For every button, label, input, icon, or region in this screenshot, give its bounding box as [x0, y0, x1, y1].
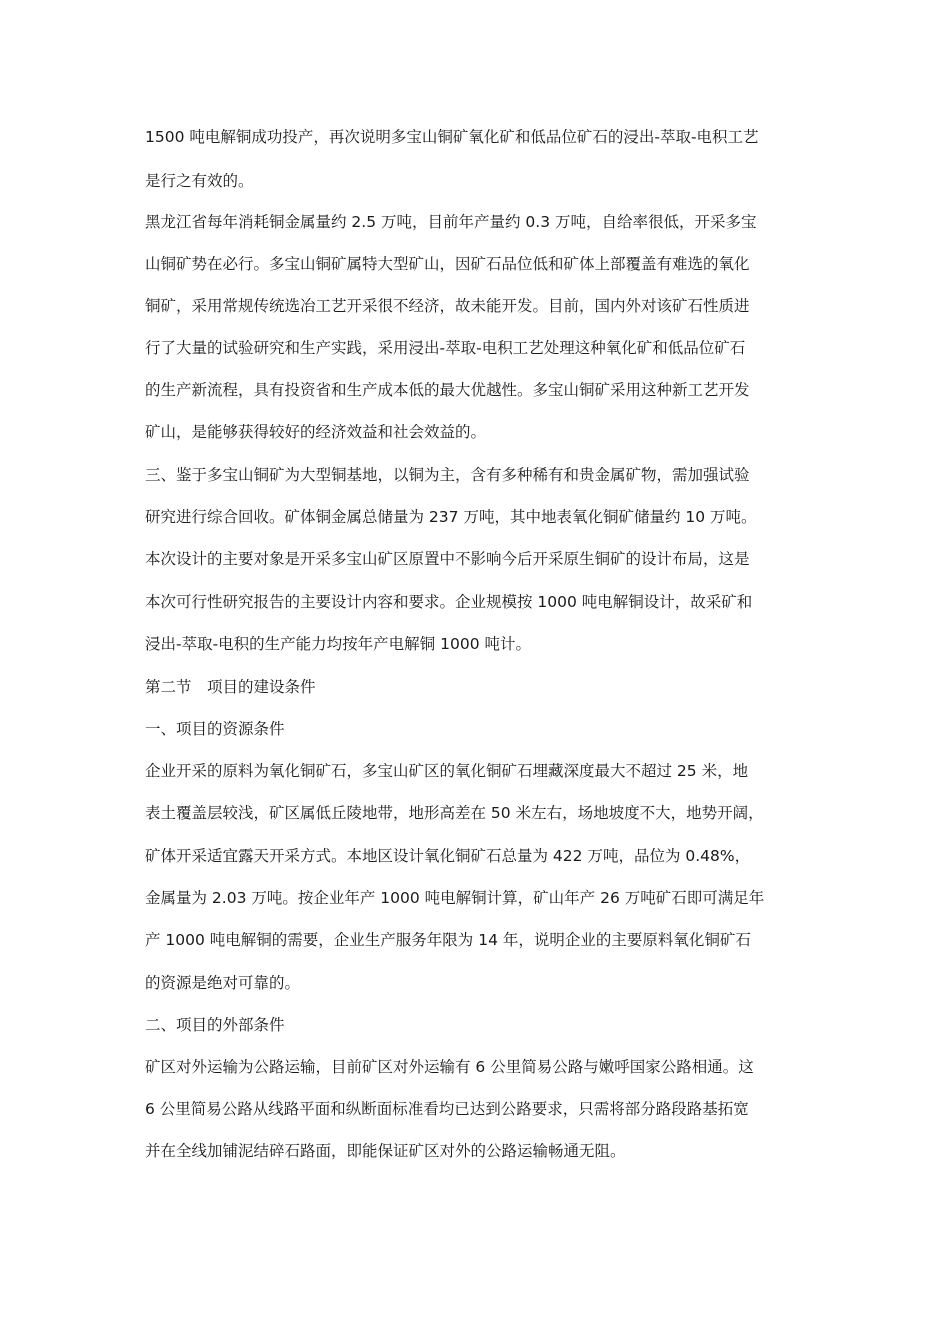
text-line: 山铜矿势在必行。多宝山铜矿属特大型矿山，因矿石品位低和矿体上部覆盖有难选的氧化: [145, 255, 750, 273]
section-heading: 第二节 项目的建设条件: [145, 678, 316, 696]
text-line: 产 1000 吨电解铜的需要，企业生产服务年限为 14 年，说明企业的主要原料氧化铜矿石: [145, 931, 751, 949]
text-line: 浸出-萃取-电积的生产能力均按年产电解铜 1000 吨计。: [145, 635, 531, 653]
text-line: 矿山，是能够获得较好的经济效益和社会效益的。: [145, 423, 487, 441]
text-line: 本次设计的主要对象是开采多宝山矿区原置中不影响今后开采原生铜矿的设计布局，这是: [145, 550, 750, 568]
text-line: 行了大量的试验研究和生产实践，采用浸出-萃取-电积工艺处理这种氧化矿和低品位矿石: [145, 339, 746, 357]
text-line: 黑龙江省每年消耗铜金属量约 2.5 万吨，目前年产量约 0.3 万吨，自给率很低，开采多宝: [145, 213, 757, 231]
text-line: 企业开采的原料为氧化铜矿石，多宝山矿区的氧化铜矿石埋藏深度最大不超过 25 米，地: [145, 762, 749, 780]
text-line: 三、鉴于多宝山铜矿为大型铜基地，以铜为主，含有多种稀有和贵金属矿物，需加强试验: [145, 466, 750, 484]
text-line: 矿体开采适宜露天开采方式。本地区设计氧化铜矿石总量为 422 万吨，品位为 0.48%，: [145, 847, 751, 865]
text-line: 本次可行性研究报告的主要设计内容和要求。企业规模按 1000 吨电解铜设计，故采矿和: [145, 593, 753, 611]
text-line: 是行之有效的。: [145, 172, 254, 190]
subsection-heading: 一、项目的资源条件: [145, 720, 285, 738]
text-line: 并在全线加铺泥结碎石路面，即能保证矿区对外的公路运输畅通无阻。: [145, 1142, 626, 1160]
text-line: 金属量为 2.03 万吨。按企业年产 1000 吨电解铜计算，矿山年产 26 万吨矿石即可满足年: [145, 889, 765, 907]
subsection-heading: 二、项目的外部条件: [145, 1016, 285, 1034]
text-line: 的资源是绝对可靠的。: [145, 974, 301, 992]
text-line: 的生产新流程，具有投资省和生产成本低的最大优越性。多宝山铜矿采用这种新工艺开发: [145, 381, 750, 399]
text-line: 表土覆盖层较浅，矿区属低丘陵地带，地形高差在 50 米左右，场地坡度不大，地势开阔，: [145, 804, 764, 822]
text-line: 铜矿，采用常规传统选冶工艺开采很不经济，故未能开发。目前，国内外对该矿石性质进: [145, 297, 750, 315]
text-line: 矿区对外运输为公路运输，目前矿区对外运输有 6 公里简易公路与嫩呼国家公路相通。这: [145, 1058, 754, 1076]
text-line: 6 公里简易公路从线路平面和纵断面标准看均已达到公路要求，只需将部分路段路基拓宽: [145, 1100, 749, 1118]
text-line: 1500 吨电解铜成功投产，再次说明多宝山铜矿氧化矿和低品位矿石的浸出-萃取-电积工艺: [145, 128, 759, 146]
text-line: 研究进行综合回收。矿体铜金属总储量为 237 万吨，其中地表氧化铜矿储量约 10 万吨。: [145, 508, 757, 526]
